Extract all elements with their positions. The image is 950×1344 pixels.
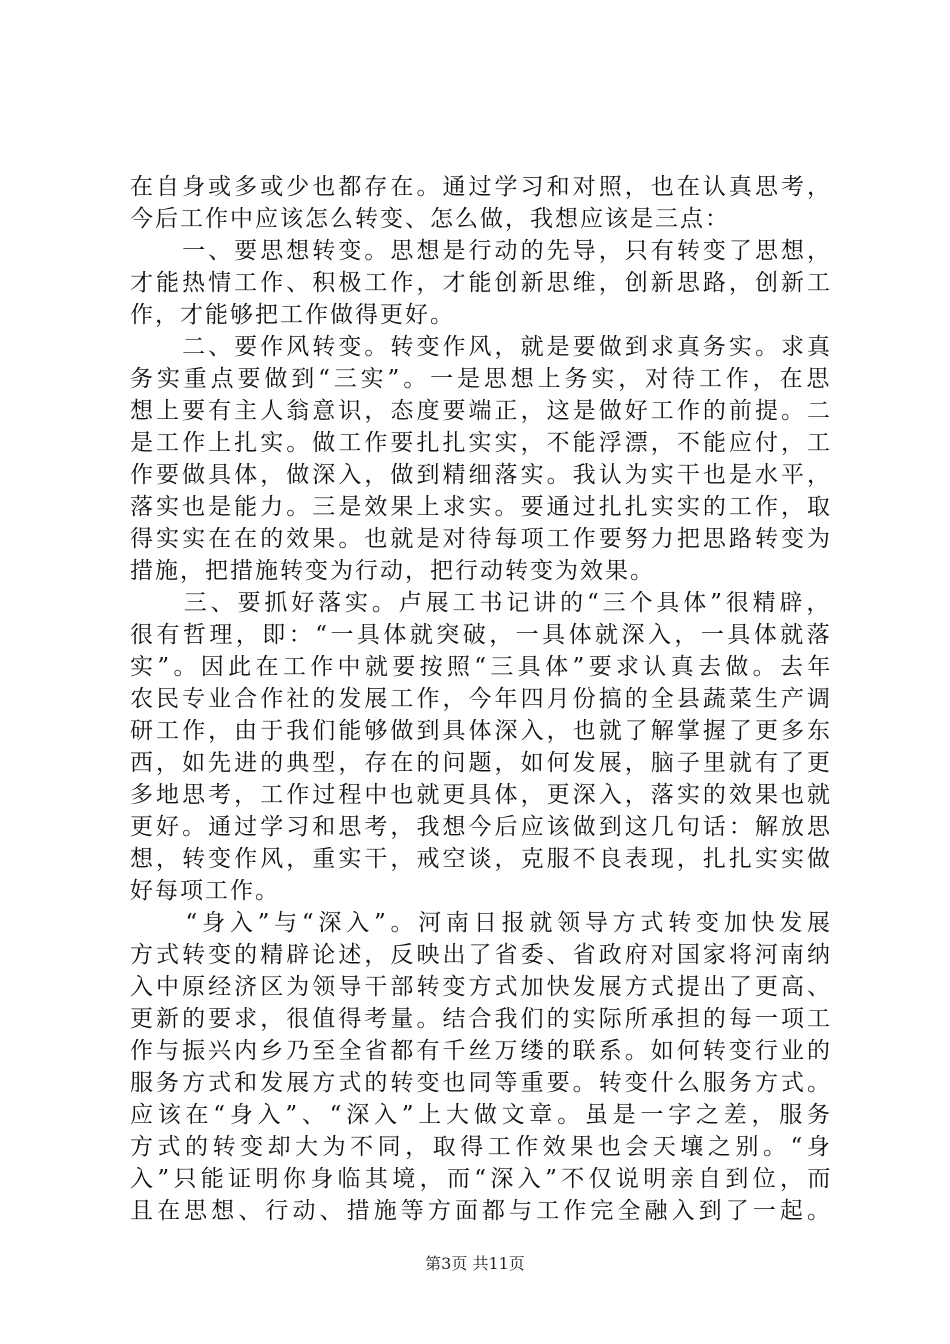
text-line: 服务方式和发展方式的转变也同等重要。转变什么服务方式。 [130, 1070, 834, 1096]
text-line: 入中原经济区为领导干部转变方式加快发展方式提出了更高、 [130, 974, 834, 1000]
document-body [130, 171, 835, 1227]
text-line: 研工作，由于我们能够做到具体深入，也就了解掌握了更多东 [130, 718, 834, 744]
text-line: 且在思想、行动、措施等方面都与工作完全融入到了一起。 [130, 1198, 835, 1224]
text-line: 在自身或多或少也都存在。通过学习和对照，也在认真思考， [130, 174, 834, 200]
text-line: 二、要作风转变。转变作风，就是要做到求真务实。求真 [130, 334, 834, 360]
text-line: 方式转变的精辟论述，反映出了省委、省政府对国家将河南纳 [130, 942, 834, 968]
text-line: 方式的转变却大为不同，取得工作效果也会天壤之别。“身 [130, 1134, 835, 1160]
text-line: 才能热情工作、积极工作，才能创新思维，创新思路，创新工 [130, 270, 834, 296]
text-line: 作与振兴内乡乃至全省都有千丝万缕的联系。如何转变行业的 [130, 1038, 834, 1064]
text-line: 西，如先进的典型，存在的问题，如何发展，脑子里就有了更 [130, 750, 834, 776]
text-line: 今后工作中应该怎么转变、怎么做，我想应该是三点： [130, 206, 730, 232]
text-line: 更新的要求，很值得考量。结合我们的实际所承担的每一项工 [130, 1006, 834, 1032]
text-line: 落实也是能力。三是效果上求实。要通过扎扎实实的工作，取 [130, 494, 834, 520]
text-line: “身入”与“深入”。河南日报就领导方式转变加快发展 [130, 910, 835, 936]
text-line: 是工作上扎实。做工作要扎扎实实，不能浮漂，不能应付，工 [130, 430, 834, 456]
text-line: 多地思考，工作过程中也就更具体，更深入，落实的效果也就 [130, 782, 834, 808]
text-line: 应该在“身入”、“深入”上大做文章。虽是一字之差，服务 [130, 1102, 835, 1128]
text-line: 措施，把措施转变为行动，把行动转变为效果。 [130, 558, 655, 584]
text-line: 想，转变作风，重实干，戒空谈，克服不良表现，扎扎实实做 [130, 846, 834, 872]
text-line: 作，才能够把工作做得更好。 [130, 302, 455, 328]
text-line: 实”。因此在工作中就要按照“三具体”要求认真去做。去年 [130, 654, 835, 680]
text-line: 入”只能证明你身临其境，而“深入”不仅说明亲自到位，而 [130, 1166, 835, 1192]
text-line: 农民专业合作社的发展工作，今年四月份搞的全县蔬菜生产调 [130, 686, 834, 712]
page-footer: 第3页 共11页 [425, 1254, 525, 1273]
text-line: 更好。通过学习和思考，我想今后应该做到这几句话：解放思 [130, 814, 834, 840]
text-line: 得实实在在的效果。也就是对待每项工作要努力把思路转变为 [130, 526, 834, 552]
text-line: 务实重点要做到“三实”。一是思想上务实，对待工作，在思 [130, 366, 834, 392]
text-line: 好每项工作。 [130, 878, 280, 904]
text-line: 想上要有主人翁意识，态度要端正，这是做好工作的前提。二 [130, 398, 834, 424]
text-line: 作要做具体，做深入，做到精细落实。我认为实干也是水平， [130, 462, 834, 488]
text-line: 很有哲理，即：“一具体就突破，一具体就深入，一具体就落 [130, 622, 834, 648]
text-line: 一、要思想转变。思想是行动的先导，只有转变了思想， [130, 238, 834, 264]
text-line: 三、要抓好落实。卢展工书记讲的“三个具体”很精辟， [130, 590, 834, 616]
